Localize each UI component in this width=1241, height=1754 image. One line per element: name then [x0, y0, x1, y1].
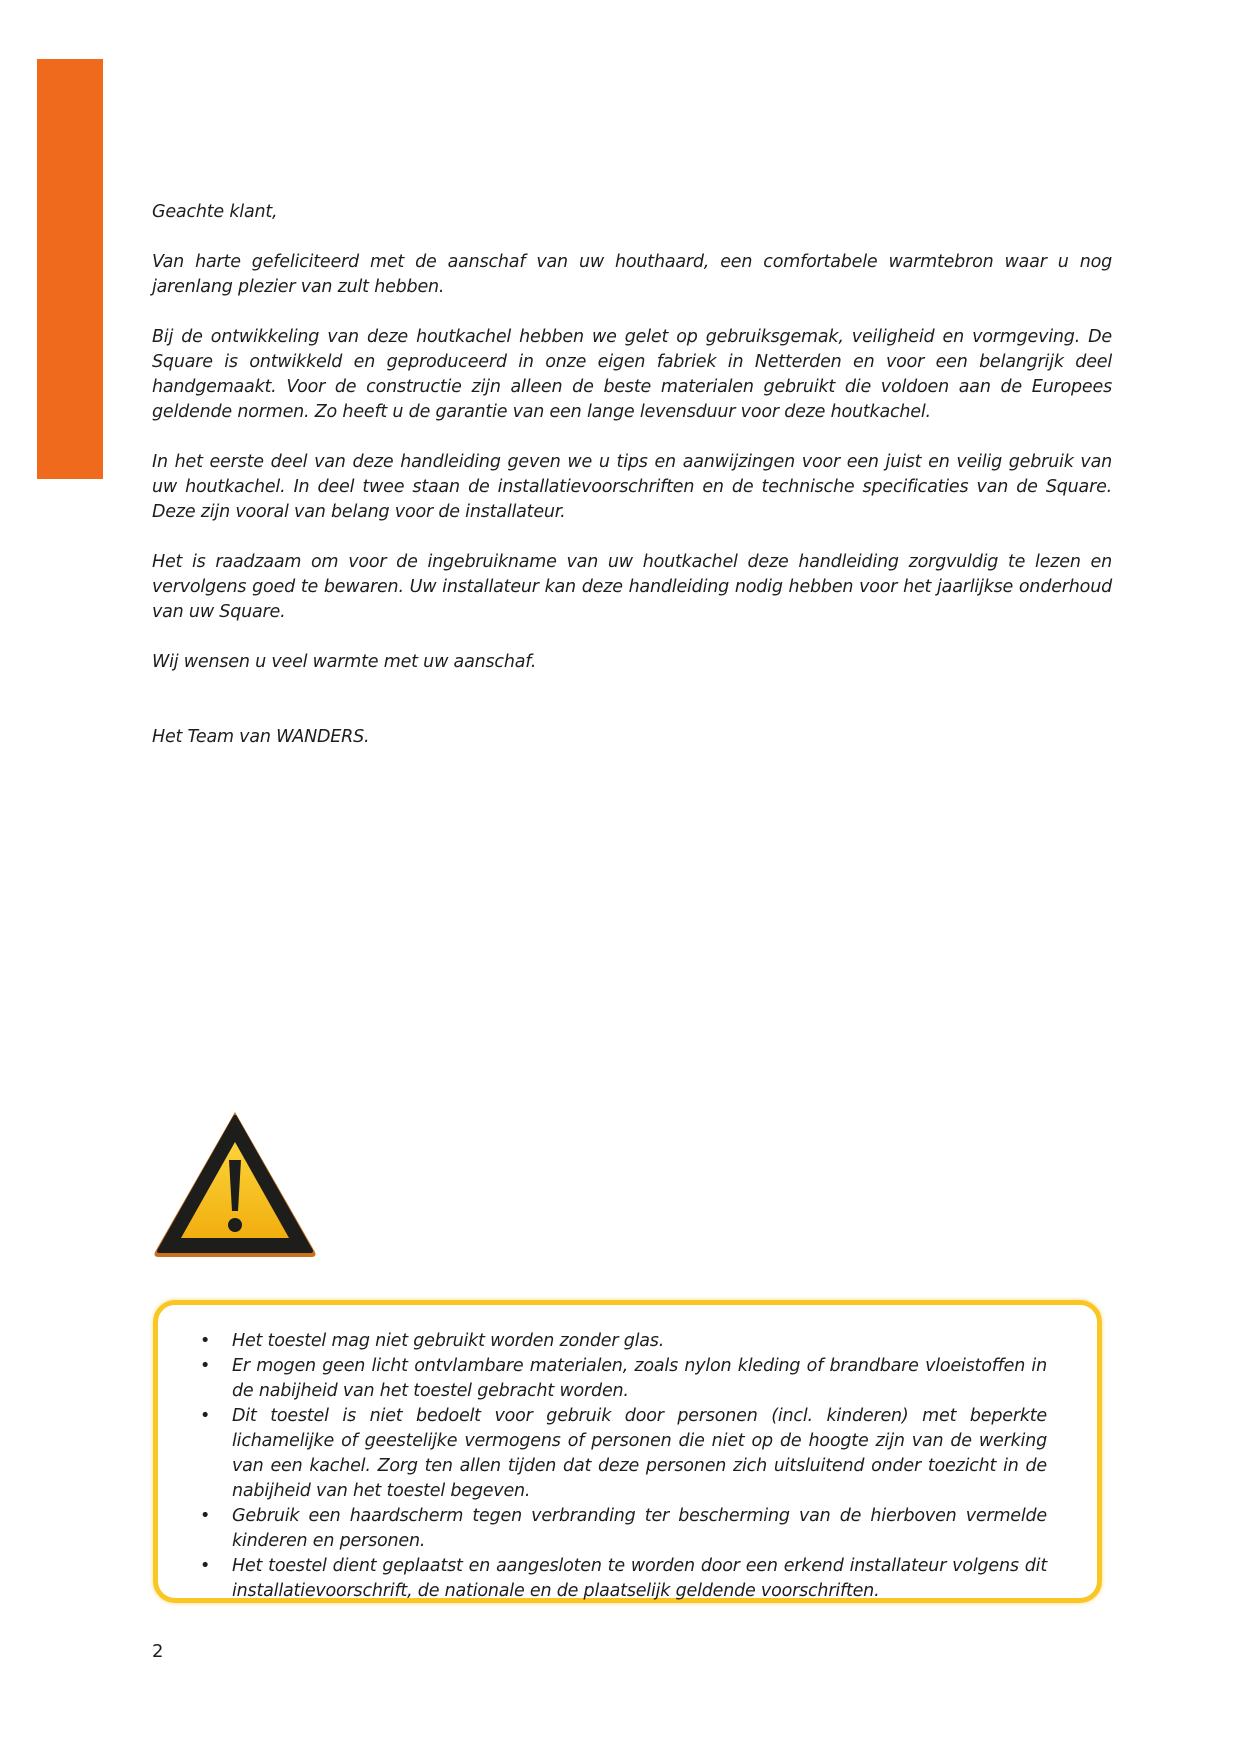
- paragraph-development: Bij de ontwikkeling van deze houtkachel hebben we gelet op gebruiksgemak, veiligheid en vormgeving. De Square is ontwikkeld en geproduceerd in onze eigen fabriek in Netterden en voor een belangrijk deel handgemaakt. Voor de constructie zijn alleen de beste materialen gebruikt die voldoen aan de Europees geldende normen. Zo heeft u de garantie van een lange levensduur voor deze houtkachel.: [152, 327, 1112, 422]
- paragraph-manual-parts: In het eerste deel van deze handleiding geven we u tips en aanwijzingen voor een juist en veilig gebruik van uw houtkachel. In deel twee staan de installatievoorschriften en de technische specificaties van de Square. Deze zijn vooral van belang voor de installateur.: [152, 452, 1112, 522]
- bullet: •: [200, 1356, 211, 1376]
- closing-wish: Wij wensen u veel warmte met uw aanschaf.: [152, 652, 537, 672]
- orange-accent-bar: [37, 59, 103, 479]
- paragraph-congratulations: Van harte gefeliciteerd met de aanschaf van uw houthaard, een comfortabele warmtebron waar u nog jarenlang plezier van zult hebben.: [152, 252, 1112, 297]
- greeting: Geachte klant,: [152, 202, 278, 222]
- warning-item: • Het toestel dient geplaatst en aangesloten te worden door een erkend installateur volgens dit installatievoorschrift, de nationale en de plaatselijk geldende voorschriften.: [200, 1556, 1047, 1601]
- signature: Het Team van WANDERS.: [152, 727, 370, 747]
- bullet: •: [200, 1406, 211, 1426]
- warning-item: • Er mogen geen licht ontvlambare materialen, zoals nylon kleding of brandbare vloeistoffen in de nabijheid van het toestel gebracht worden.: [200, 1356, 1047, 1401]
- bullet: •: [200, 1331, 211, 1351]
- warning-item: • Gebruik een haardscherm tegen verbranding ter bescherming van de hierboven vermelde kinderen en personen.: [200, 1506, 1047, 1551]
- letter-body: [152, 200, 1112, 775]
- bullet: •: [200, 1556, 211, 1576]
- bullet: •: [200, 1506, 211, 1526]
- safety-warning-box: [153, 1300, 1102, 1603]
- warning-item: • Dit toestel is niet bedoelt voor gebruik door personen (incl. kinderen) met beperkte lichamelijke of geestelijke vermogens of personen die niet op de hoogte zijn van de werking van een kachel. Zorg ten allen tijden dat deze personen zich uitsluitend onder toezicht in de nabijheid van het toestel begeven.: [200, 1406, 1047, 1501]
- paragraph-advice: Het is raadzaam om voor de ingebruikname van uw houtkachel deze handleiding zorgvuldig te lezen en vervolgens goed te bewaren. Uw installateur kan deze handleiding nodig hebben voor het jaarlijkse onderhoud van uw Square.: [152, 552, 1112, 622]
- warning-item: • Het toestel mag niet gebruikt worden zonder glas.: [200, 1329, 1047, 1354]
- warning-triangle-icon: [150, 1108, 320, 1260]
- warning-list: [200, 1329, 1047, 1604]
- page-number: 2: [152, 1641, 164, 1662]
